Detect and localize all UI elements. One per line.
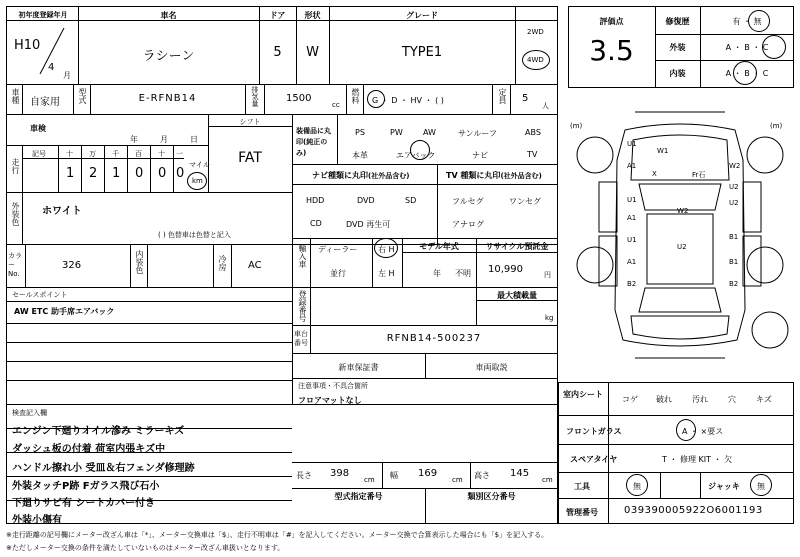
kg-unit: kg xyxy=(545,314,554,322)
navi-hdd: HDD xyxy=(306,196,325,205)
seat-item-2: 汚れ xyxy=(692,395,708,404)
interior-circle xyxy=(733,61,757,85)
height: 145 xyxy=(510,468,530,479)
aircon-label: 冷房 xyxy=(218,255,227,271)
shape: W xyxy=(306,45,319,60)
digit-header-2: 千 xyxy=(112,150,119,158)
remark-line-3: 外装タッチP跡 Fガラス飛び石小 xyxy=(12,481,160,492)
seat-label: 室内シート xyxy=(563,390,603,399)
km-label: km xyxy=(192,177,203,185)
navi-dvd: DVD xyxy=(357,196,375,205)
spare-label: スペアタイヤ xyxy=(570,455,618,464)
diagram-u1-c: U1 xyxy=(627,236,637,244)
tools-circle xyxy=(626,474,648,496)
repair-circle xyxy=(748,10,770,32)
spare-options: T ・ 修理 KIT ・ 欠 xyxy=(662,455,733,464)
color-note: ( ) 色替車は色替と記入 xyxy=(158,231,231,239)
seat-item-1: 破れ xyxy=(656,395,672,404)
width-label: 幅 xyxy=(390,471,398,480)
mile-label: マイル xyxy=(189,161,210,169)
tools-value: 無 xyxy=(633,482,641,491)
repair-label: 修復歴 xyxy=(665,17,690,26)
diagram-w2-a: W2 xyxy=(729,162,741,170)
grade-label: グレード xyxy=(406,11,438,20)
capacity: 5 xyxy=(522,93,529,104)
equip-sunroof: サンルーフ xyxy=(458,129,497,138)
displacement: 1500 xyxy=(286,93,312,104)
windshield-label: フロントガラス xyxy=(566,427,622,436)
interior-label: 内装 xyxy=(669,69,686,78)
exterior-circle xyxy=(762,35,786,59)
digit-header-5: 一 xyxy=(176,150,183,158)
import-right-h: 右 H xyxy=(378,245,395,254)
model-year-value: 不明 xyxy=(455,269,471,278)
mileage-digit-4: 0 xyxy=(158,166,167,181)
drive-circle xyxy=(522,50,550,70)
tv-header-sub: (社外品含む) xyxy=(500,172,542,180)
exterior-options: A ・ B ・ C xyxy=(725,43,769,52)
max-load-label: 最大積載量 xyxy=(497,291,537,300)
door-label: ドア xyxy=(269,11,286,20)
first-reg-month: 4 xyxy=(48,62,55,73)
color-no-label: カラーNo. xyxy=(8,252,22,278)
first-reg-era: H10 xyxy=(14,38,41,53)
mileage-note: 記号 xyxy=(32,150,46,158)
car-name-label: 車名 xyxy=(160,11,177,20)
diagram-bracket-right: (m) xyxy=(770,122,783,130)
sales-point-text: AW ETC 助手席エアバック xyxy=(14,307,115,316)
displacement-label: 排気量 xyxy=(251,86,259,107)
mileage-label: 走行 xyxy=(11,158,20,174)
notes: フロアマットなし xyxy=(298,396,362,405)
digit-header-3: 百 xyxy=(135,150,142,158)
length: 398 xyxy=(330,468,350,479)
equip-ps: PS xyxy=(355,128,365,137)
length-unit: cm xyxy=(364,476,375,484)
diagram-a1-c: A1 xyxy=(627,258,637,266)
notes-label: 注意事項・不具合箇所 xyxy=(298,382,368,390)
tv-analog: アナログ xyxy=(452,220,484,229)
first-reg-label: 初年度登録年月 xyxy=(18,11,68,19)
grade: TYPE1 xyxy=(401,45,443,60)
score-label: 評価点 xyxy=(599,17,624,26)
class-label: 類別区分番号 xyxy=(467,492,516,501)
mileage-digit-1: 2 xyxy=(89,166,98,181)
shape-label: 形状 xyxy=(304,11,321,20)
remark-line-4: 下廻りサビ有 シートカバー付き xyxy=(12,498,156,509)
footer-line-2: ※ただしメーター交換の条件を満たしていないものはメーター改ざん車扱いとなります。 xyxy=(6,544,285,552)
diagram-w2-b: W2 xyxy=(677,207,689,215)
airbag-circle xyxy=(410,140,430,160)
remark-line-2: ハンドル擦れ小 受皿＆右フェンダ修理跡 xyxy=(12,463,195,474)
diagram-x: X xyxy=(652,170,657,178)
color-label: 外装色 xyxy=(11,202,20,226)
mileage-digit-3: 0 xyxy=(135,166,144,181)
car-diagram xyxy=(565,100,795,370)
km-circle xyxy=(187,172,207,190)
shift-value: FAT xyxy=(238,150,262,166)
capacity-label: 定員 xyxy=(498,88,507,104)
diagram-b2-b: B2 xyxy=(729,280,739,288)
diagram-u1-b: U1 xyxy=(627,196,637,204)
remark-line-1: ダッシュ板の付着 荷室内張キズ中 xyxy=(12,444,166,455)
chassis-no: RFNB14-500237 xyxy=(386,333,482,344)
mgmt-no: 039390005922O6001193 xyxy=(624,505,763,516)
digit-header-4: 十 xyxy=(158,150,165,158)
aircon: AC xyxy=(248,260,262,271)
diagram-bracket-left: (m) xyxy=(570,122,583,130)
diagram-u2-b: U2 xyxy=(729,199,739,207)
equip-navi: ナビ xyxy=(472,151,488,160)
doors: 5 xyxy=(273,45,282,60)
fuel-circle xyxy=(367,90,385,108)
diagram-b2-a: B2 xyxy=(627,280,637,288)
import-parallel: 並行 xyxy=(330,269,346,278)
color-no: 326 xyxy=(62,260,82,271)
equip-abs: ABS xyxy=(525,128,541,137)
tv-oneseg: ワンセグ xyxy=(509,197,541,206)
seat-item-4: キズ xyxy=(756,395,772,404)
digit-header-0: 十 xyxy=(66,150,73,158)
equipment-label: 装備品に丸印(純正のみ) xyxy=(296,127,331,157)
fuel-label: 燃料 xyxy=(351,88,360,104)
height-unit: cm xyxy=(542,476,553,484)
model-label: 型式 xyxy=(78,88,87,104)
mgmt-label: 管理番号 xyxy=(566,508,598,517)
navi-header-text: ナビ種類に丸印 xyxy=(312,171,368,180)
equip-tv: TV xyxy=(527,150,538,159)
equip-pw: PW xyxy=(390,128,403,137)
person-unit: 人 xyxy=(542,102,549,110)
chassis-label: 車台番号 xyxy=(294,330,308,347)
seat-item-0: コゲ xyxy=(622,395,638,404)
digit-header-1: 万 xyxy=(89,150,96,158)
tv-header xyxy=(446,170,542,181)
drive-4wd: 4WD xyxy=(527,56,544,64)
model-year-unit: 年 xyxy=(433,269,441,278)
navi-header-sub: (社外品含む) xyxy=(368,172,410,180)
cc-unit: cc xyxy=(332,101,340,109)
diagram-a1-b: A1 xyxy=(627,214,637,222)
equip-aw: AW xyxy=(423,128,436,137)
reg-no-label: 登録番号 xyxy=(298,290,307,322)
shaken-label: 車検 xyxy=(30,124,46,133)
new-warranty: 新車保証書 xyxy=(338,363,379,372)
car-name: ラシーン xyxy=(142,49,195,64)
width-unit: cm xyxy=(452,476,463,484)
tools-label: 工具 xyxy=(574,482,590,491)
tv-fullseg: フルセグ xyxy=(452,197,484,206)
diagram-hood-note: Fr石 xyxy=(692,171,706,179)
windshield-options: A ・ ×要ス xyxy=(682,427,724,436)
model: E-RFNB14 xyxy=(138,93,197,104)
diagram-u1-a: U1 xyxy=(627,140,637,148)
diagram-w1: W1 xyxy=(657,147,669,155)
jack-value: 無 xyxy=(757,482,765,491)
shaken-month: 月 xyxy=(160,135,168,144)
equip-airbag: エアバック xyxy=(396,151,436,160)
sales-point-label: セールスポイント xyxy=(12,291,68,299)
import-left-h: 左 H xyxy=(378,269,395,278)
manual: 車両取説 xyxy=(475,363,508,372)
length-label: 長さ xyxy=(296,471,312,480)
model-year-label: モデル年式 xyxy=(419,242,459,251)
exterior-label: 外装 xyxy=(669,43,686,52)
fuel-options: G ・ D ・ HV ・ ( ) xyxy=(372,96,444,105)
import-label: 輸入車 xyxy=(298,244,307,268)
interior-color-label: 内装色 xyxy=(135,250,144,274)
usage-label: 車種 xyxy=(11,88,20,104)
windshield-circle xyxy=(676,419,696,441)
remark-line-0: エンジン下廻りオイル滲み ミラーキズ xyxy=(12,426,185,437)
recycle-yen: 円 xyxy=(544,271,551,279)
mileage-digit-0: 1 xyxy=(66,166,75,181)
right-h-circle xyxy=(374,238,398,258)
width: 169 xyxy=(418,468,438,479)
drive-2wd: 2WD xyxy=(527,28,544,36)
jack-circle xyxy=(750,474,772,496)
repair-options: 有 ・ 無 xyxy=(732,17,762,26)
equip-leather: 本革 xyxy=(352,151,368,160)
remark-line-5: 外装小傷有 xyxy=(12,515,62,526)
import-dealer: ディーラー xyxy=(318,245,358,254)
usage: 自家用 xyxy=(30,97,60,108)
recycle-value: 10,990 xyxy=(488,264,523,275)
recycle-label: リサイクル預託金 xyxy=(485,242,549,251)
inspector-label: 検査記入欄 xyxy=(12,409,47,417)
navi-dvd-play: DVD 再生可 xyxy=(346,220,391,229)
footer-line-1: ※走行距離の記号欄にメーター改ざん車は「*」、メーター交換車は「$」、走行不明車は「#」を記入してください。メーター交換で合算表示した場合にも「$」を記入する。 xyxy=(6,531,549,539)
mileage-digit-2: 1 xyxy=(112,166,121,181)
navi-cd: CD xyxy=(310,219,322,228)
diagram-u2-a: U2 xyxy=(729,183,739,191)
diagram-u2-c: U2 xyxy=(677,243,687,251)
shift-label: シフト xyxy=(239,118,261,126)
navi-header xyxy=(312,170,409,181)
shaken-day: 日 xyxy=(190,135,198,144)
month-unit: 月 xyxy=(63,71,71,80)
diagram-b1-b: B1 xyxy=(729,258,739,266)
shaken-year: 年 xyxy=(130,135,138,144)
tv-header-text: TV 種類に丸印 xyxy=(446,171,501,180)
interior-options: A ・ B ・ C xyxy=(725,69,769,78)
color-value: ホワイト xyxy=(42,206,82,217)
mileage-digit-5: 0 xyxy=(176,166,185,181)
seat-item-3: 穴 xyxy=(728,395,736,404)
diagram-a1-a: A1 xyxy=(627,162,637,170)
navi-sd: SD xyxy=(405,196,417,205)
score-value: 3.5 xyxy=(589,34,634,67)
spec-label: 型式指定番号 xyxy=(334,492,383,501)
jack-label: ジャッキ xyxy=(708,482,740,491)
height-label: 高さ xyxy=(474,471,490,480)
diagram-b1-a: B1 xyxy=(729,233,739,241)
